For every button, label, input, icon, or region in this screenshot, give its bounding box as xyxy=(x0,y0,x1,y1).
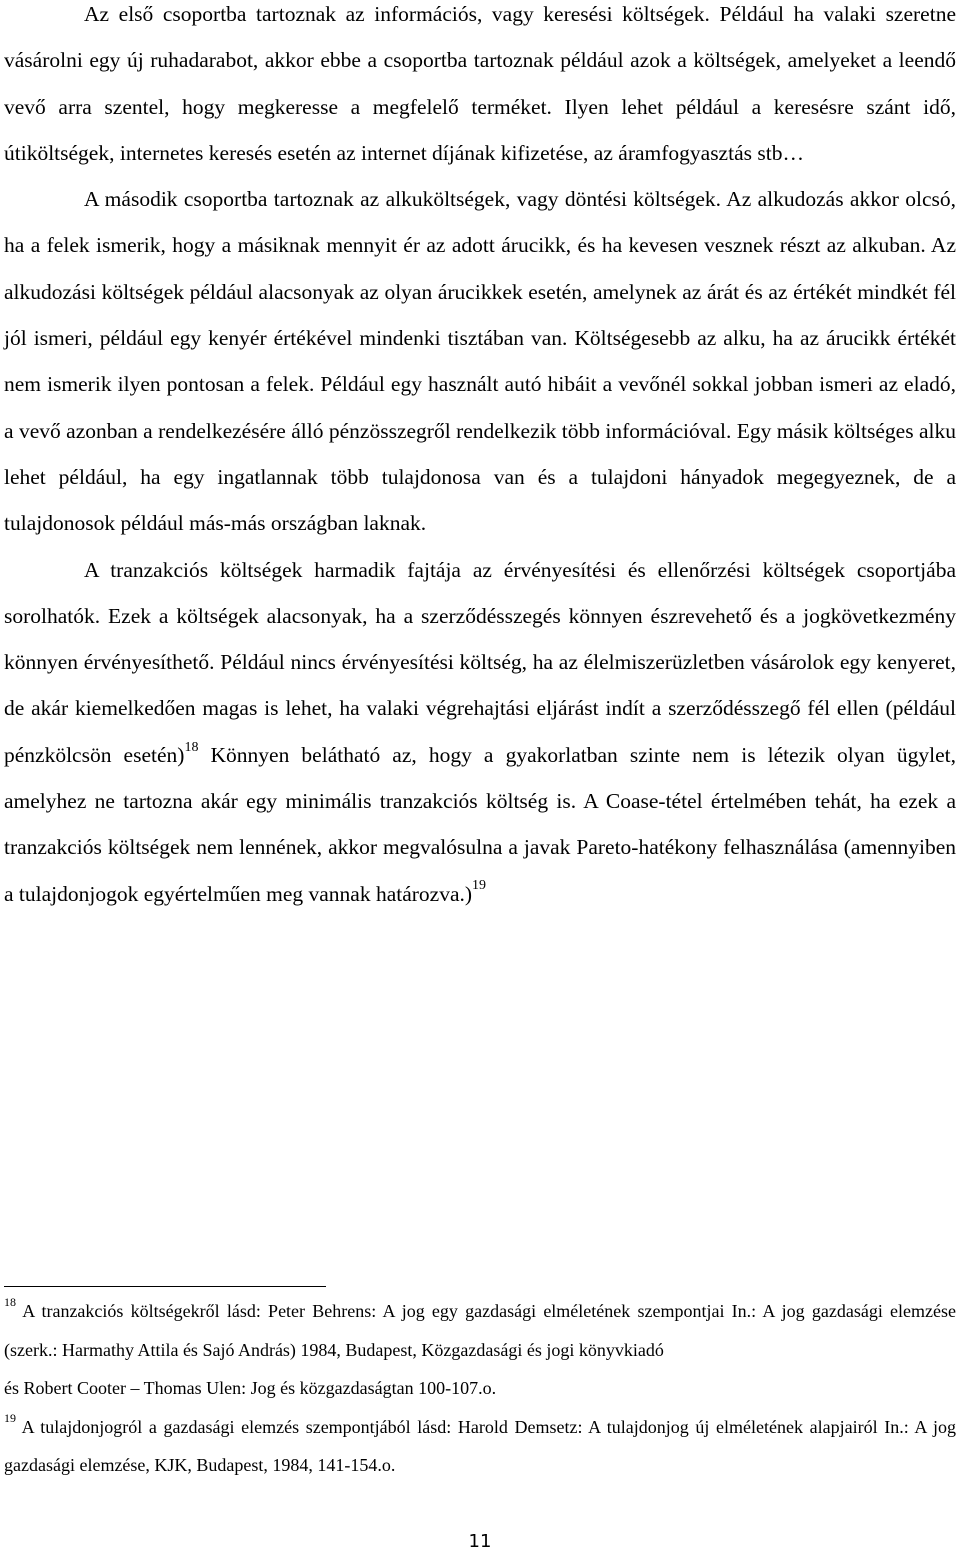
footnote-ref-19[interactable]: 19 xyxy=(472,878,487,894)
paragraph-bargaining-costs: A második csoportba tartoznak az alkuköltségek, vagy döntési költségek. Az alkudozás akkor olcsó, ha a felek ismerik, hogy a másiknak mennyit ér az adott árucikk, és ha kevesen vesznek részt az alkuban. Az alkudozási költségek például alacsonyak az olyan árucikkek esetén, amelynek az árát és az értékét mindkét fél jól ismeri, például egy kenyér értékével mindenki tisztában van. Költségesebb az alku, ha az árucikk értékét nem ismerik ilyen pontosan a felek. Például egy használt autó hibáit a vevőnél sokkal jobban ismeri az eladó, a vevő azonban a rendelkezésére álló pénzösszegről rendelkezik több információval. Egy másik költséges alku lehet például, ha egy ingatlannak több tulajdonosa van és a tulajdoni hányadok megegyeznek, de a tulajdonosok például más-más országban laknak. xyxy=(4,187,956,536)
footnote-19 xyxy=(4,1408,956,1485)
footnote-text: A tranzakciós költségekről lásd: Peter Behrens: A jog egy gazdasági elméletének szempontjai In.: A jog gazdasági elemzése (szerk.: Harmathy Attila és Sajó András) 1984, Budapest, Közgazdasági és jogi könyvkiadó xyxy=(4,1301,956,1360)
footnote-18 xyxy=(4,1292,956,1369)
footnote-separator xyxy=(4,1286,326,1287)
paragraph-enforcement-costs xyxy=(4,547,956,917)
paragraph-search-costs: Az első csoportba tartoznak az információs, vagy keresési költségek. Például ha valaki szeretne vásárolni egy új ruhadarabot, akkor ebbe a csoportba tartoznak például azok a költségek, amelyeket a leendő vevő arra szentel, hogy megkeresse a megfelelő terméket. Ilyen lehet például a keresésre szánt idő, útiköltségek, internetes keresés esetén az internet díjának kifizetése, az áramfogyasztás stb… xyxy=(4,2,956,165)
footnote-number: 18 xyxy=(4,1295,16,1309)
footnote-text: A tulajdonjogról a gazdasági elemzés szempontjából lásd: Harold Demsetz: A tulajdonjog új elméletének alapjairól In.: A jog gazdasági elemzése, KJK, Budapest, 1984, 141-154.o. xyxy=(4,1416,956,1475)
footnote-18-continuation: és Robert Cooter – Thomas Ulen: Jog és közgazdaságtan 100-107.o. xyxy=(4,1378,497,1398)
footnote-ref-18[interactable]: 18 xyxy=(184,739,199,755)
footnote-number: 19 xyxy=(4,1410,16,1425)
footnotes xyxy=(4,1292,956,1485)
paragraph-enforcement-costs-part-a: A tranzakciós költségek harmadik fajtája az érvényesítési és ellenőrzési költségek csoportjába sorolhatók. Ezek a költségek alacsonyak, ha a szerződésszegés könnyen észrevehető és a jogkövetkezmény könnyen érvényesíthető. Például nincs érvényesítési költség, ha az élelmiszerüzletben vásárolok egy kenyeret, de akár kiemelkedően magas is lehet, ha valaki végrehajtási eljárást indít a szerződésszegő fél ellen (például pénzkölcsön esetén) xyxy=(4,557,956,767)
page-number: 11 xyxy=(468,1531,492,1552)
paragraph-enforcement-costs-part-b: Könnyen belátható az, hogy a gyakorlatban szinte nem is létezik olyan ügylet, amelyhez ne tartozna akár egy minimális tranzakciós költség is. A Coase-tétel értelmében tehát, ha ezek a tranzakciós költségek nem lennének, akkor megvalósulna a javak Pareto-hatékony felhasználása (amennyiben a tulajdonjogok egyértelműen meg vannak határozva.) xyxy=(4,742,956,906)
body-text xyxy=(4,0,956,917)
